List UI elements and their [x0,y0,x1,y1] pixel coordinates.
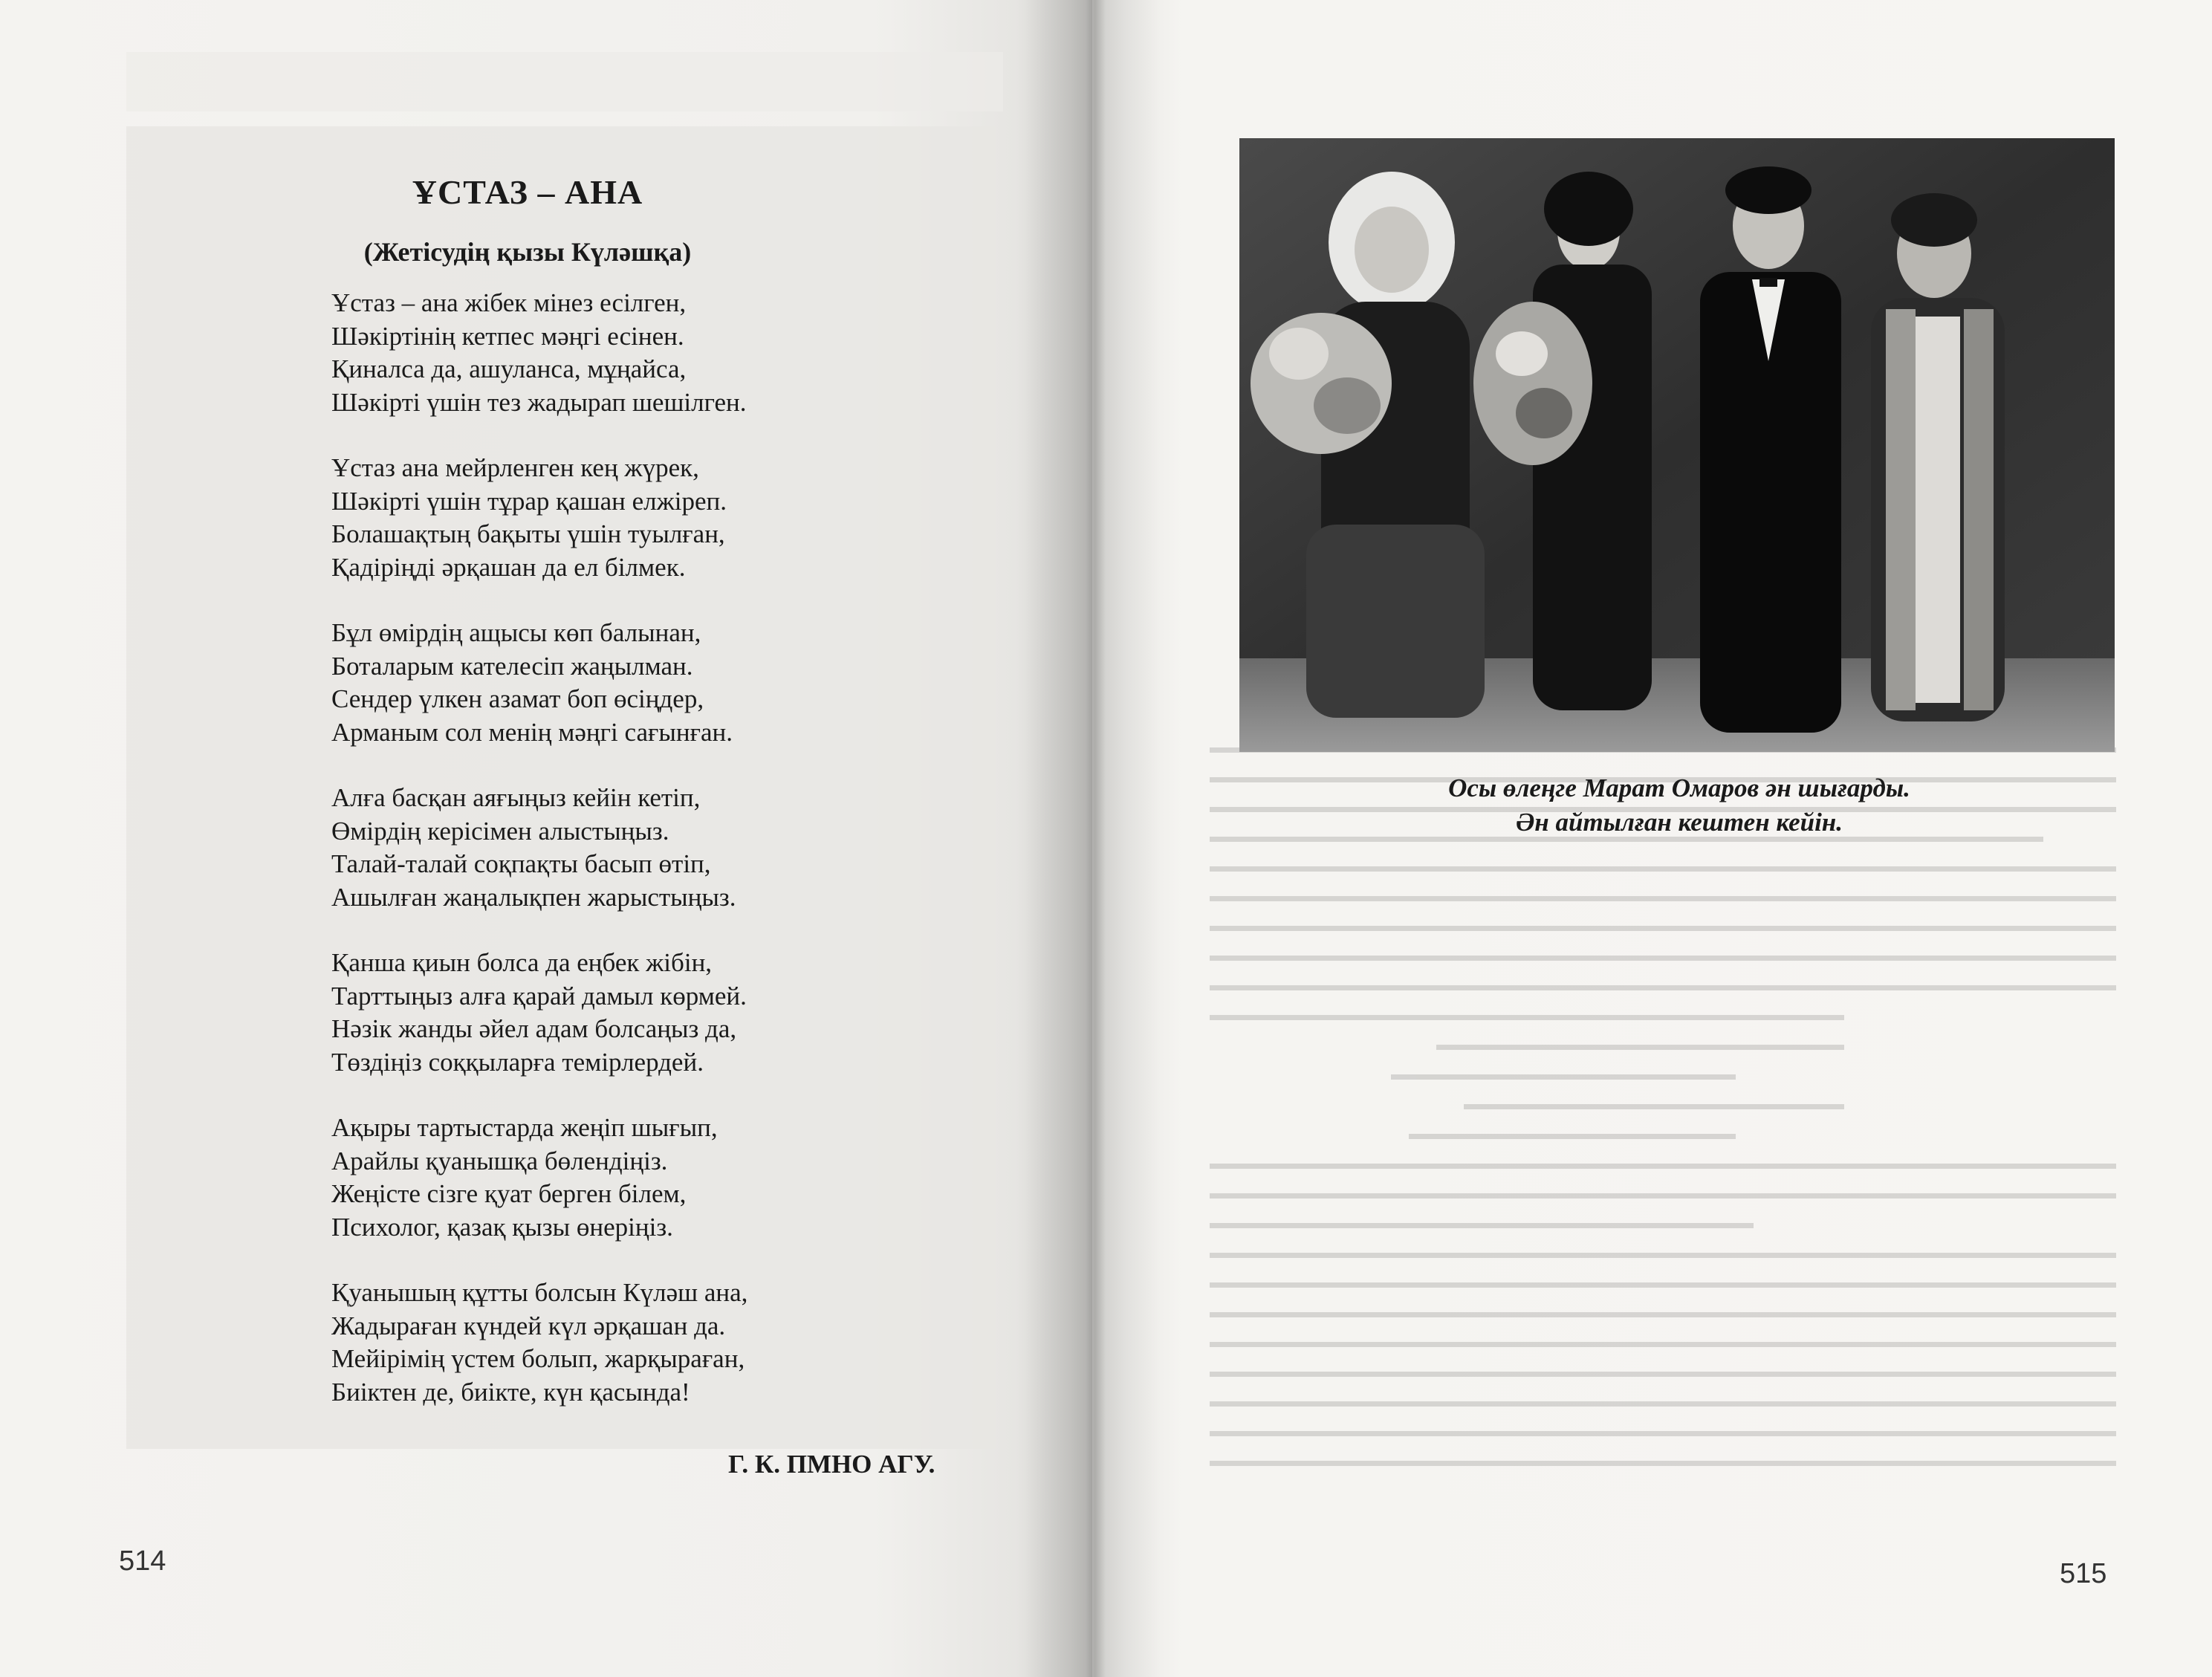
poem-line: Нәзік жанды әйел адам болсаңыз да, [331,1014,737,1043]
photo-caption-line: Осы өлеңге Марат Омаров ән шығарды. [1448,773,1910,802]
page-number-left: 514 [119,1545,166,1577]
poem-signature: Г. К. ПМНО АГУ. [728,1450,935,1479]
left-page [0,0,1092,1677]
stanza [331,1112,1000,1244]
poem-line: Төздіңіз соққыларға темірлердей. [331,1047,704,1077]
poem-line: Шәкірті үшін тұрар қашан елжіреп. [331,486,727,516]
bleed-through-shade [126,52,1003,111]
poem-line: Психолог, қазақ қызы өнеріңіз. [331,1212,673,1242]
stanza [331,287,1000,419]
poem-line: Қадіріңді әрқашан да ел білмек. [331,552,686,582]
poem-line: Өмірдің керісімен алыстыңыз. [331,816,669,846]
stanza [331,947,1000,1079]
poem-line: Ақыры тартыстарда жеңіп шығып, [331,1113,718,1142]
poem-line: Арайлы қуанышқа бөлендіңіз. [331,1146,668,1175]
poem-line: Бұл өмірдің ащысы көп балынан, [331,618,701,647]
poem-line: Биіктен де, биікте, күн қасында! [331,1377,690,1407]
poem-line: Қуанышың құтты болсын Күләш ана, [331,1278,748,1307]
poem-line: Сендер үлкен азамат боп өсіңдер, [331,684,704,713]
stanza [331,1277,1000,1409]
poem-line: Талай-талай соқпақты басып өтіп, [331,849,711,878]
poem-line: Тарттыңыз алға қарай дамыл көрмей. [331,981,747,1011]
poem-line: Алға басқан аяғыңыз кейін кетіп, [331,783,701,812]
poem-line: Ұстаз – ана жібек мінез есілген, [331,288,687,317]
poem-line: Мейірімің үстем болып, жарқыраған, [331,1344,745,1373]
poem-line: Ұстаз ана мейрленген кең жүрек, [331,453,699,482]
group-photo [1239,138,2115,752]
photo-caption-line: Ән айтылған кештен кейін. [1516,808,1843,837]
poem-title: ҰСТАЗ – АНА [412,173,643,211]
page-number-right: 515 [2060,1558,2107,1589]
bleed-through-text [1210,747,2116,1543]
poem-subtitle: (Жетісудің қызы Күләшқа) [363,237,692,267]
poem-line: Ашылған жаңалықпен жарыстыңыз. [331,882,736,912]
poem-line: Боталарым кателесіп жаңылман. [331,651,693,681]
poem-line: Арманым сол менің мәңгі сағынған. [331,717,733,747]
poem-line: Жеңісте сізге қуат берген білем, [331,1179,687,1208]
book-gutter-shadow [1025,0,1159,1677]
poem-body [331,287,1000,1441]
poem-line: Шәкіртінің кетпес мәңгі есінен. [331,321,684,351]
photo-caption [1308,771,2051,840]
poem-line: Жадыраған күндей күл әрқашан да. [331,1311,726,1340]
stanza [331,617,1000,749]
poem-line: Шәкірті үшін тез жадырап шешілген. [331,387,747,417]
poem-line: Болашақтың бақыты үшін туылған, [331,519,725,548]
poem-line: Қиналса да, ашуланса, мұңайса, [331,354,687,383]
stanza [331,782,1000,914]
group-photo-illustration [1239,138,2115,752]
poem-line: Қанша қиын болса да еңбек жібін, [331,948,713,977]
stanza [331,452,1000,584]
